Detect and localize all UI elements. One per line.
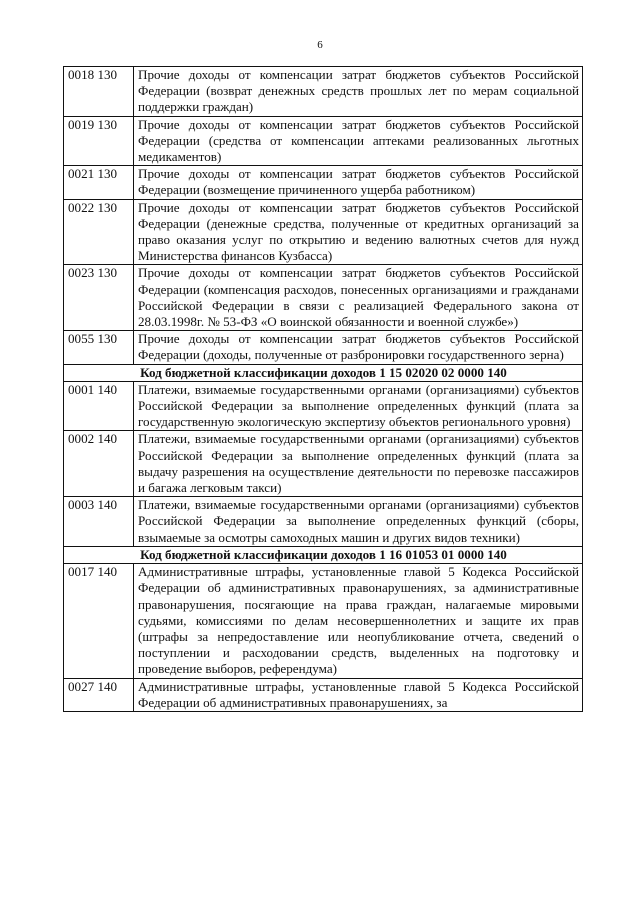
income-description: Прочие доходы от компенсации затрат бюджетов субъектов Российской Федерации (возмещение причиненного ущерба работником) bbox=[134, 166, 583, 199]
income-description: Прочие доходы от компенсации затрат бюджетов субъектов Российской Федерации (возврат денежных средств прошлых лет по мерам социальной поддержки граждан) bbox=[134, 67, 583, 117]
page-number: 6 bbox=[317, 39, 323, 51]
income-code: 0023 130 bbox=[64, 265, 134, 331]
table-row bbox=[64, 431, 583, 497]
income-code: 0017 140 bbox=[64, 564, 134, 678]
income-code: 0022 130 bbox=[64, 199, 134, 265]
table-row bbox=[64, 166, 583, 199]
income-description: Административные штрафы, установленные главой 5 Кодекса Российской Федерации об административных правонарушениях, за bbox=[134, 678, 583, 711]
table-row bbox=[64, 497, 583, 547]
section-heading-row bbox=[64, 546, 583, 563]
table-row bbox=[64, 265, 583, 331]
income-code: 0018 130 bbox=[64, 67, 134, 117]
income-code: 0055 130 bbox=[64, 331, 134, 364]
table-row bbox=[64, 678, 583, 711]
table-body bbox=[64, 67, 583, 712]
income-description: Платежи, взимаемые государственными органами (организациями) субъектов Российской Федерации за выполнение определенных функций (сборы, взымаемые за осмотры самоходных машин и других видов техники) bbox=[134, 497, 583, 547]
table-row bbox=[64, 199, 583, 265]
income-description: Прочие доходы от компенсации затрат бюджетов субъектов Российской Федерации (денежные средства, полученные от кредитных организаций за право оказания услуг по открытию и ведению валютных счетов для нужд Министерства финансов Кузбасса) bbox=[134, 199, 583, 265]
income-code: 0027 140 bbox=[64, 678, 134, 711]
income-description: Прочие доходы от компенсации затрат бюджетов субъектов Российской Федерации (доходы, полученные от разбронировки государственного зерна) bbox=[134, 331, 583, 364]
income-description: Платежи, взимаемые государственными органами (организациями) субъектов Российской Федерации за выполнение определенных функций (плата за государственную экологическую экспертизу объектов регионального уровня) bbox=[134, 381, 583, 431]
section-heading: Код бюджетной классификации доходов 1 16 01053 01 0000 140 bbox=[64, 546, 583, 563]
income-code: 0021 130 bbox=[64, 166, 134, 199]
income-description: Платежи, взимаемые государственными органами (организациями) субъектов Российской Федерации за выполнение определенных функций (плата за выдачу разрешения на осуществление деятельности по перевозке пассажиров и багажа легковым такси) bbox=[134, 431, 583, 497]
income-code: 0019 130 bbox=[64, 116, 134, 166]
income-code: 0001 140 bbox=[64, 381, 134, 431]
income-code: 0002 140 bbox=[64, 431, 134, 497]
table-row bbox=[64, 67, 583, 117]
table-row bbox=[64, 564, 583, 678]
income-description: Прочие доходы от компенсации затрат бюджетов субъектов Российской Федерации (компенсация расходов, понесенных организациями и гражданами Российской Федерации в связи с реализацией Федерального закона от 28.03.1998г. № 53-ФЗ «О воинской обязанности и военной службе») bbox=[134, 265, 583, 331]
section-heading-row bbox=[64, 364, 583, 381]
budget-code-table bbox=[63, 66, 583, 712]
income-description: Административные штрафы, установленные главой 5 Кодекса Российской Федерации об административных правонарушениях, за административные правонарушения, посягающие на права граждан, налагаемые мировыми судьями, комиссиями по делам несовершеннолетних и защите их прав (штрафы за непредоставление или неопубликование отчета, сведений о поступлении и расходовании средств, выделенных на подготовку и проведение выборов, референдума) bbox=[134, 564, 583, 678]
table-row bbox=[64, 331, 583, 364]
income-description: Прочие доходы от компенсации затрат бюджетов субъектов Российской Федерации (средства от компенсации аптеками реализованных льготных медикаментов) bbox=[134, 116, 583, 166]
table-row bbox=[64, 381, 583, 431]
table-row bbox=[64, 116, 583, 166]
section-heading: Код бюджетной классификации доходов 1 15 02020 02 0000 140 bbox=[64, 364, 583, 381]
income-code: 0003 140 bbox=[64, 497, 134, 547]
